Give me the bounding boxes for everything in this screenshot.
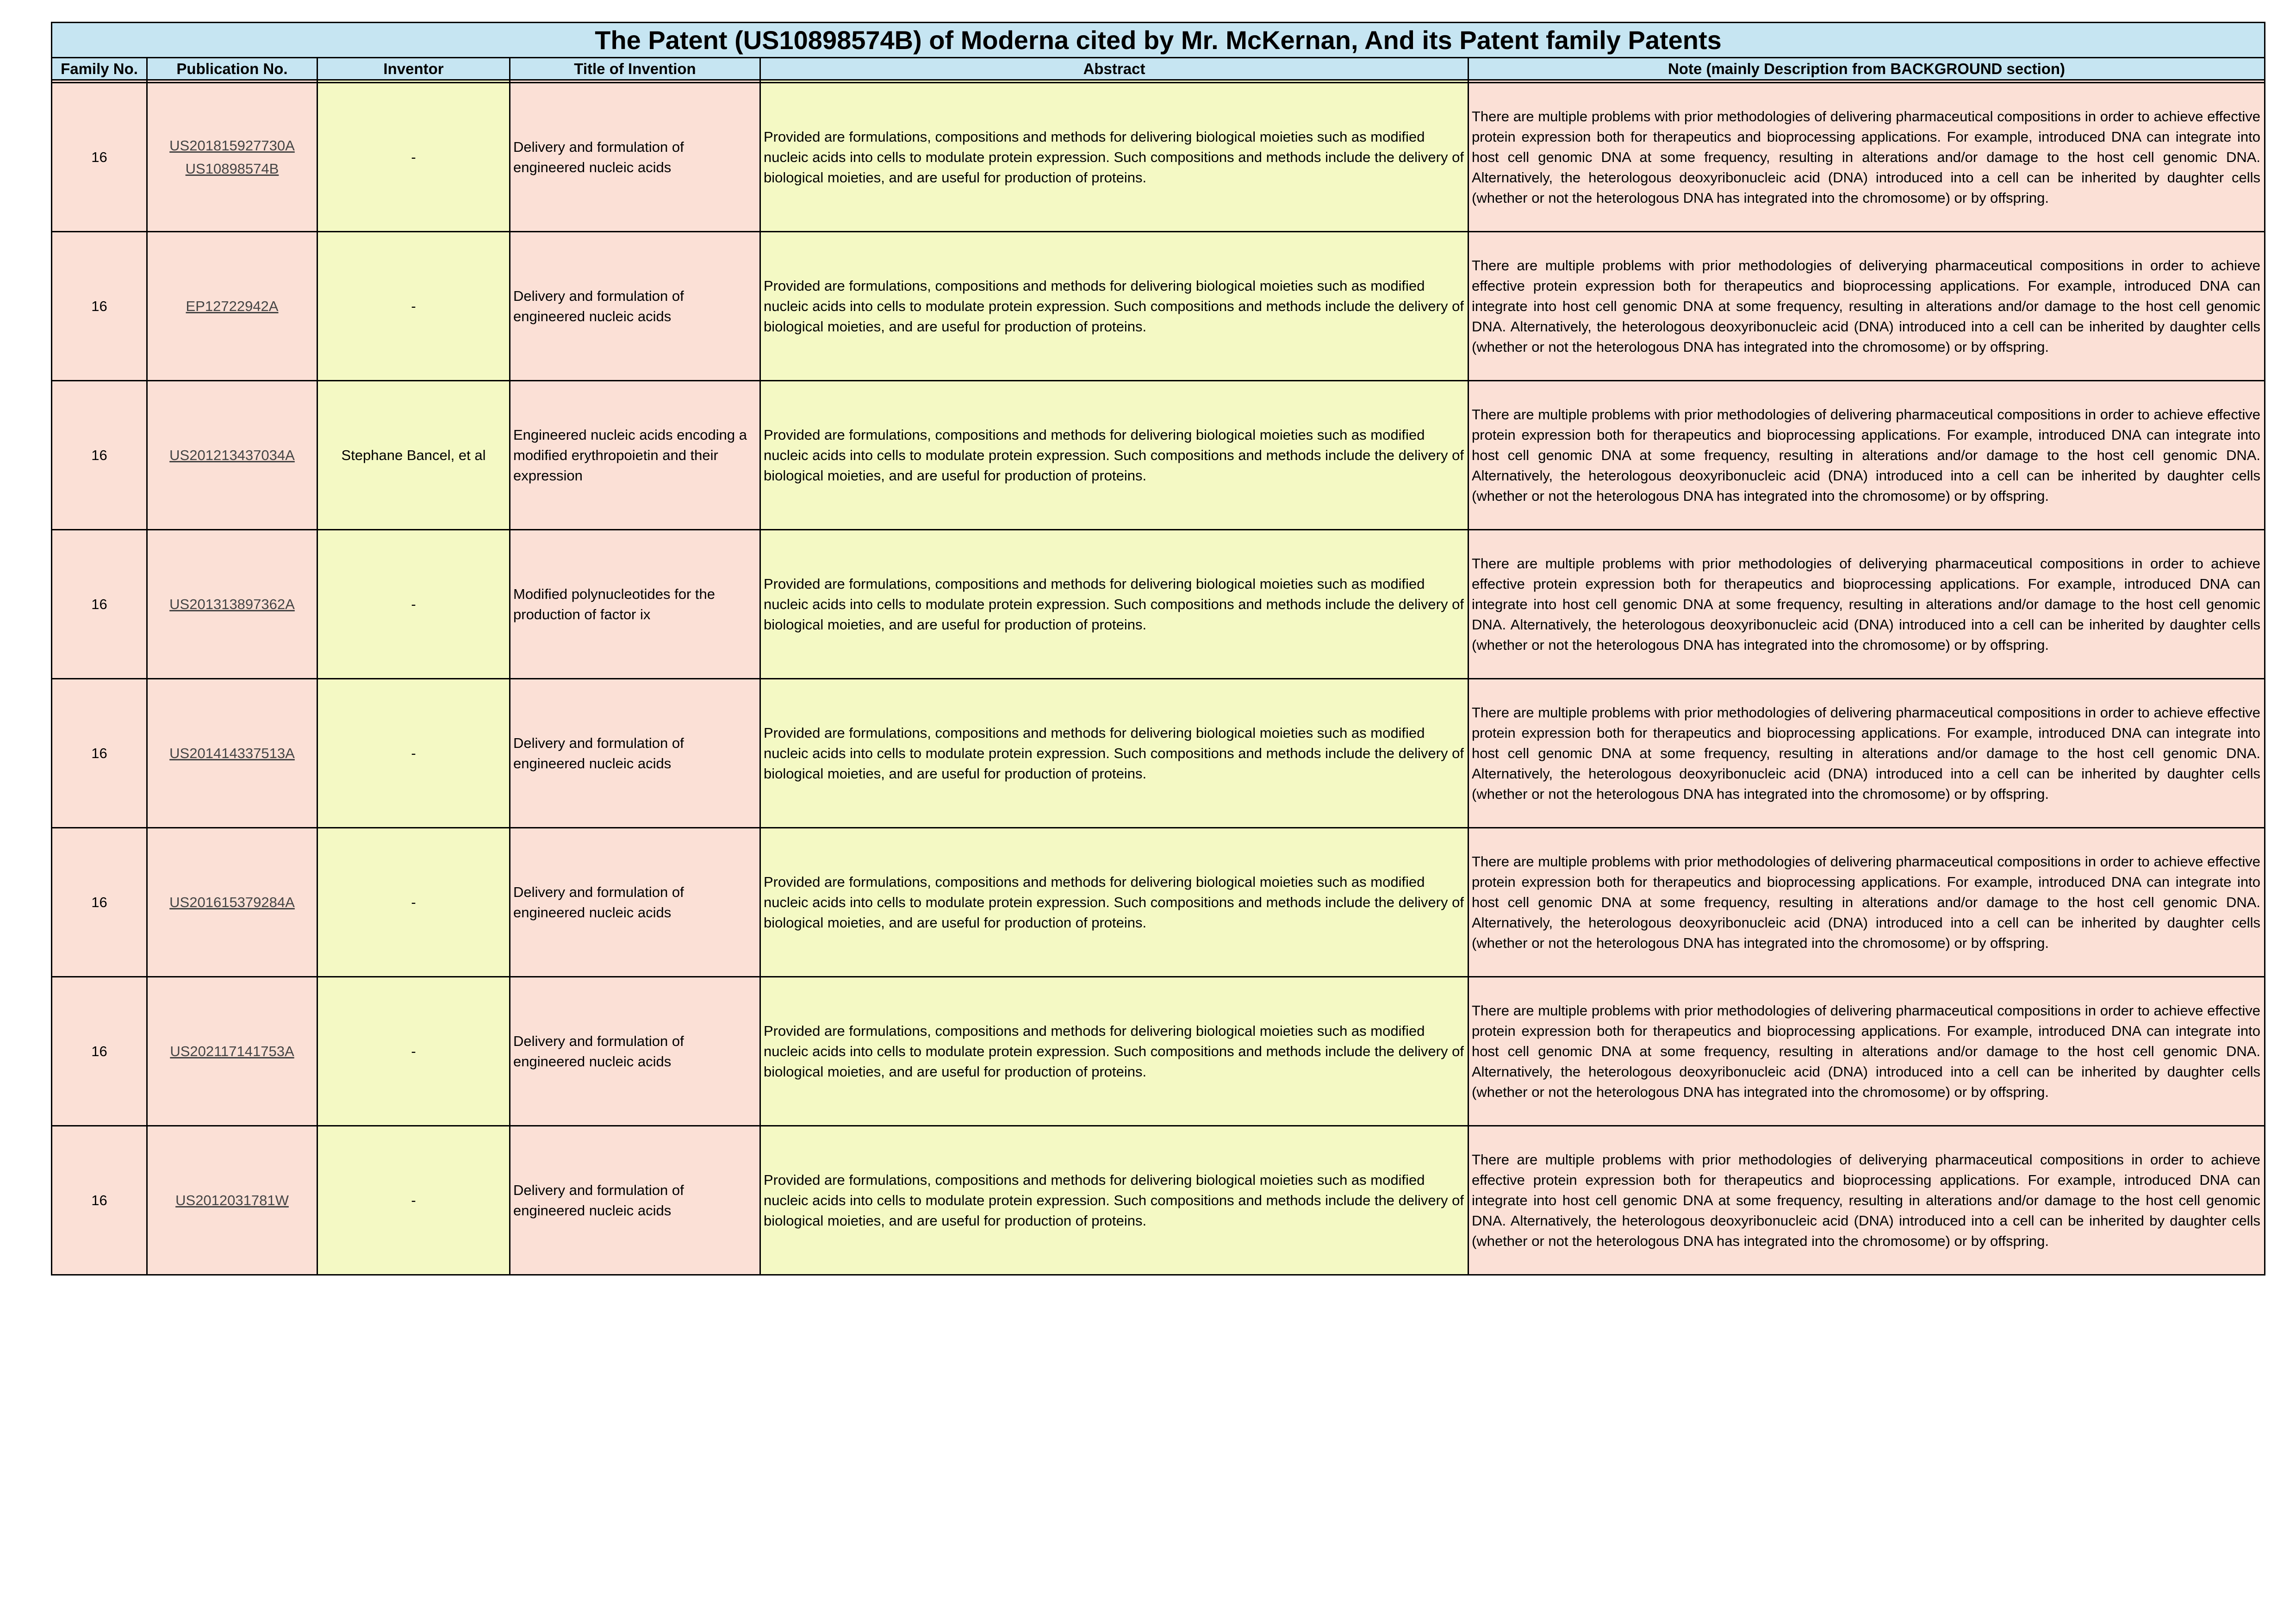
publication-no-cell xyxy=(147,679,317,828)
table-row xyxy=(52,679,2265,828)
patent-family-table xyxy=(51,22,2265,1276)
publication-link[interactable]: US202117141753A xyxy=(170,1043,294,1059)
publication-no-cell xyxy=(147,1126,317,1275)
family-no-cell: 16 xyxy=(52,530,147,679)
inventor-cell: - xyxy=(317,828,510,977)
note-cell: There are multiple problems with prior methodologies of deliverying pharmaceutical compositions in order to achieve effective protein expression both for therapeutics and bioprocessing applications. For example, introduced DNA can integrate into host cell genomic DNA at some frequency, resulting in alterations and/or damage to the host cell genomic DNA. Alternatively, the heterologous deoxyribonucleic acid (DNA) introduced into a cell can be inherited by daughter cells (whether or not the heterologous DNA has integrated into the chromosome) or by offspring. xyxy=(1468,530,2265,679)
family-no-cell: 16 xyxy=(52,83,147,232)
table-title: The Patent (US10898574B) of Moderna cited by Mr. McKernan, And its Patent family Patents xyxy=(52,23,2265,58)
note-cell: There are multiple problems with prior methodologies of delivering pharmaceutical compositions in order to achieve effective protein expression both for therapeutics and bioprocessing applications. For example, introduced DNA can integrate into host cell genomic DNA at some frequency, resulting in alterations and/or damage to the host cell genomic DNA. Alternatively, the heterologous deoxyribonucleic acid (DNA) introduced into a cell can be inherited by daughter cells (whether or not the heterologous DNA has integrated into the chromosome) or by offspring. xyxy=(1468,828,2265,977)
family-no-cell: 16 xyxy=(52,1126,147,1275)
publication-no-cell xyxy=(147,232,317,381)
title-of-invention-cell: Delivery and formulation of engineered nucleic acids xyxy=(510,232,760,381)
table-row xyxy=(52,530,2265,679)
publication-no-cell xyxy=(147,530,317,679)
family-no-cell: 16 xyxy=(52,828,147,977)
inventor-cell: - xyxy=(317,232,510,381)
note-cell: There are multiple problems with prior methodologies of delivering pharmaceutical compositions in order to achieve effective protein expression both for therapeutics and bioprocessing applications. For example, introduced DNA can integrate into host cell genomic DNA at some frequency, resulting in alterations and/or damage to the host cell genomic DNA. Alternatively, the heterologous deoxyribonucleic acid (DNA) introduced into a cell can be inherited by daughter cells (whether or not the heterologous DNA has integrated into the chromosome) or by offspring. xyxy=(1468,679,2265,828)
title-of-invention-cell: Delivery and formulation of engineered nucleic acids xyxy=(510,1126,760,1275)
publication-link[interactable]: US201815927730A xyxy=(169,137,295,154)
header-publication-no: Publication No. xyxy=(147,58,317,80)
family-no-cell: 16 xyxy=(52,381,147,530)
publication-link[interactable]: US201313897362A xyxy=(169,596,295,612)
family-no-cell: 16 xyxy=(52,679,147,828)
note-cell: There are multiple problems with prior methodologies of deliverying pharmaceutical compositions in order to achieve effective protein expression both for therapeutics and bioprocessing applications. For example, introduced DNA can integrate into host cell genomic DNA at some frequency, resulting in alterations and/or damage to the host cell genomic DNA. Alternatively, the heterologous deoxyribonucleic acid (DNA) introduced into a cell can be inherited by daughter cells (whether or not the heterologous DNA has integrated into the chromosome) or by offspring. xyxy=(1468,232,2265,381)
inventor-cell: - xyxy=(317,530,510,679)
abstract-cell: Provided are formulations, compositions and methods for delivering biological moieties such as modified nucleic acids into cells to modulate protein expression. Such compositions and methods include the delivery of biological moieties, and are useful for production of proteins. xyxy=(760,232,1468,381)
publication-link[interactable]: US201615379284A xyxy=(169,894,295,910)
publication-link[interactable]: US201414337513A xyxy=(169,745,295,761)
note-cell: There are multiple problems with prior methodologies of delivering pharmaceutical compositions in order to achieve effective protein expression both for therapeutics and bioprocessing applications. For example, introduced DNA can integrate into host cell genomic DNA at some frequency, resulting in alterations and/or damage to the host cell genomic DNA. Alternatively, the heterologous deoxyribonucleic acid (DNA) introduced into a cell can be inherited by daughter cells (whether or not the heterologous DNA has integrated into the chromosome) or by offspring. xyxy=(1468,977,2265,1126)
table-row xyxy=(52,977,2265,1126)
publication-link[interactable]: US10898574B xyxy=(185,160,279,177)
title-of-invention-cell: Delivery and formulation of engineered nucleic acids xyxy=(510,679,760,828)
header-note: Note (mainly Description from BACKGROUND section) xyxy=(1468,58,2265,80)
note-cell: There are multiple problems with prior methodologies of deliverying pharmaceutical compositions in order to achieve effective protein expression both for therapeutics and bioprocessing applications. For example, introduced DNA can integrate into host cell genomic DNA at some frequency, resulting in alterations and/or damage to the host cell genomic DNA. Alternatively, the heterologous deoxyribonucleic acid (DNA) introduced into a cell can be inherited by daughter cells (whether or not the heterologous DNA has integrated into the chromosome) or by offspring. xyxy=(1468,1126,2265,1275)
header-abstract: Abstract xyxy=(760,58,1468,80)
title-of-invention-cell: Delivery and formulation of engineered nucleic acids xyxy=(510,977,760,1126)
abstract-cell: Provided are formulations, compositions and methods for delivering biological moieties such as modified nucleic acids into cells to modulate protein expression. Such compositions and methods include the delivery of biological moieties, and are useful for production of proteins. xyxy=(760,828,1468,977)
abstract-cell: Provided are formulations, compositions and methods for delivering biological moieties such as modified nucleic acids into cells to modulate protein expression. Such compositions and methods include the delivery of biological moieties, and are useful for production of proteins. xyxy=(760,679,1468,828)
note-cell: There are multiple problems with prior methodologies of delivering pharmaceutical compositions in order to achieve effective protein expression both for therapeutics and bioprocessing applications. For example, introduced DNA can integrate into host cell genomic DNA at some frequency, resulting in alterations and/or damage to the host cell genomic DNA. Alternatively, the heterologous deoxyribonucleic acid (DNA) introduced into a cell can be inherited by daughter cells (whether or not the heterologous DNA has integrated into the chromosome) or by offspring. xyxy=(1468,381,2265,530)
table-row xyxy=(52,381,2265,530)
publication-no-cell xyxy=(147,828,317,977)
publication-no-cell xyxy=(147,977,317,1126)
title-of-invention-cell: Delivery and formulation of engineered nucleic acids xyxy=(510,828,760,977)
abstract-cell: Provided are formulations, compositions and methods for delivering biological moieties such as modified nucleic acids into cells to modulate protein expression. Such compositions and methods include the delivery of biological moieties, and are useful for production of proteins. xyxy=(760,530,1468,679)
publication-link[interactable]: US201213437034A xyxy=(169,447,295,463)
family-no-cell: 16 xyxy=(52,977,147,1126)
header-inventor: Inventor xyxy=(317,58,510,80)
family-no-cell: 16 xyxy=(52,232,147,381)
table-row xyxy=(52,232,2265,381)
abstract-cell: Provided are formulations, compositions and methods for delivering biological moieties such as modified nucleic acids into cells to modulate protein expression. Such compositions and methods include the delivery of biological moieties, and are useful for production of proteins. xyxy=(760,381,1468,530)
inventor-cell: - xyxy=(317,83,510,232)
publication-link[interactable]: US2012031781W xyxy=(175,1192,289,1208)
publication-link[interactable]: EP12722942A xyxy=(186,298,279,314)
table-row xyxy=(52,83,2265,232)
publication-no-cell xyxy=(147,83,317,232)
abstract-cell: Provided are formulations, compositions and methods for delivering biological moieties such as modified nucleic acids into cells to modulate protein expression. Such compositions and methods include the delivery of biological moieties, and are useful for production of proteins. xyxy=(760,1126,1468,1275)
inventor-cell: - xyxy=(317,977,510,1126)
abstract-cell: Provided are formulations, compositions and methods for delivering biological moieties such as modified nucleic acids into cells to modulate protein expression. Such compositions and methods include the delivery of biological moieties, and are useful for production of proteins. xyxy=(760,83,1468,232)
publication-no-cell xyxy=(147,381,317,530)
inventor-cell: Stephane Bancel, et al xyxy=(317,381,510,530)
title-of-invention-cell: Engineered nucleic acids encoding a modified erythropoietin and their expression xyxy=(510,381,760,530)
header-title-of-invention: Title of Invention xyxy=(510,58,760,80)
inventor-cell: - xyxy=(317,1126,510,1275)
title-of-invention-cell: Modified polynucleotides for the production of factor ix xyxy=(510,530,760,679)
table-row xyxy=(52,1126,2265,1275)
note-cell: There are multiple problems with prior methodologies of delivering pharmaceutical compositions in order to achieve effective protein expression both for therapeutics and bioprocessing applications. For example, introduced DNA can integrate into host cell genomic DNA at some frequency, resulting in alterations and/or damage to the host cell genomic DNA. Alternatively, the heterologous deoxyribonucleic acid (DNA) introduced into a cell can be inherited by daughter cells (whether or not the heterologous DNA has integrated into the chromosome) or by offspring. xyxy=(1468,83,2265,232)
header-family-no: Family No. xyxy=(52,58,147,80)
table-row xyxy=(52,828,2265,977)
abstract-cell: Provided are formulations, compositions and methods for delivering biological moieties such as modified nucleic acids into cells to modulate protein expression. Such compositions and methods include the delivery of biological moieties, and are useful for production of proteins. xyxy=(760,977,1468,1126)
inventor-cell: - xyxy=(317,679,510,828)
title-of-invention-cell: Delivery and formulation of engineered nucleic acids xyxy=(510,83,760,232)
